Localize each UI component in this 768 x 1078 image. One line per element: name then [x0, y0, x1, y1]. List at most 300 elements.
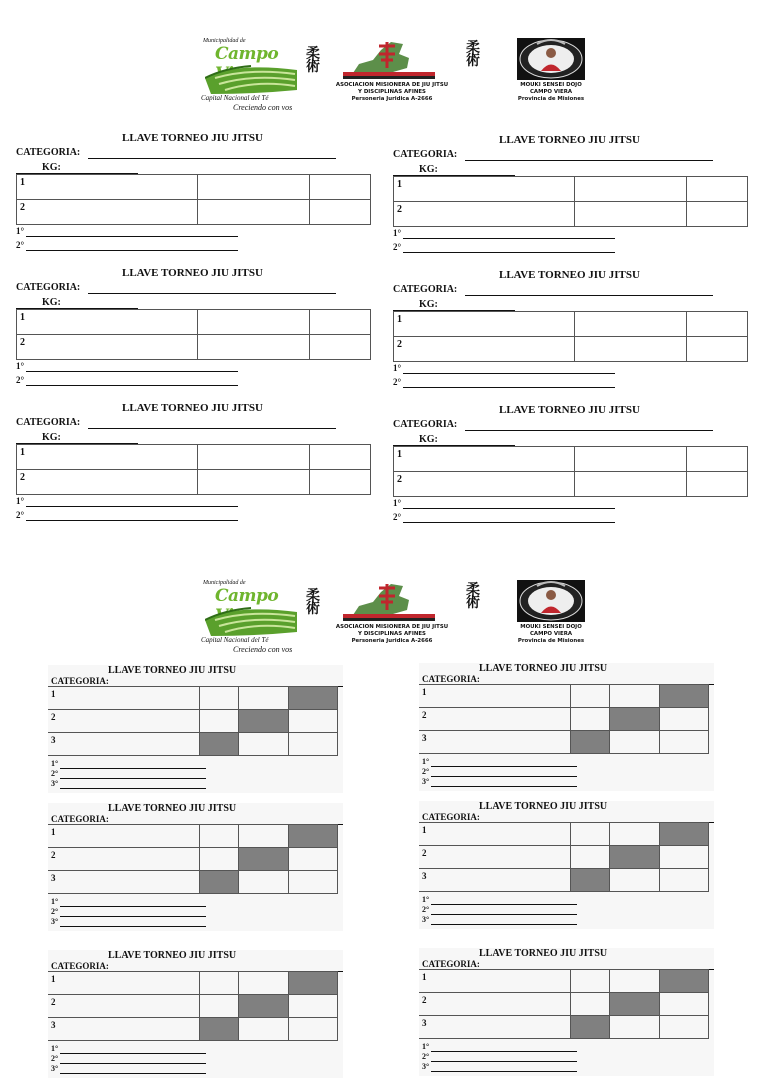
first-place-field[interactable] [431, 766, 577, 767]
table-row [17, 470, 371, 495]
shaded-cell[interactable] [200, 871, 239, 894]
category-label: CATEGORIA: [393, 149, 458, 160]
association-logo [329, 38, 455, 114]
fighter-name-cell[interactable] [419, 970, 571, 993]
table-row [394, 337, 748, 362]
bracket-form-3 [419, 663, 714, 791]
match-cell[interactable] [575, 447, 687, 472]
bracket-table [48, 971, 338, 1041]
fighter-name-cell[interactable] [394, 177, 575, 202]
dojo-emblem-icon [515, 38, 587, 80]
kg-label: KG: [42, 162, 61, 173]
fighter-name-cell[interactable] [48, 687, 200, 710]
third-place-label: 3° [422, 777, 430, 786]
association-name: ASOCIACION MISIONERA DE JIU JITSU [335, 82, 449, 88]
form-title: LLAVE TORNEO JIU JITSU [499, 269, 640, 281]
category-field[interactable] [88, 428, 336, 429]
shaded-cell[interactable] [200, 733, 239, 756]
misiones-map-icon [329, 580, 455, 622]
row-number: 1 [51, 827, 56, 837]
match-cell[interactable] [198, 310, 310, 335]
bracket-table [16, 444, 371, 495]
table-row [17, 175, 371, 200]
fighter-name-cell[interactable] [419, 731, 571, 754]
category-label: CATEGORIA: [422, 959, 480, 969]
bracket-table [48, 686, 338, 756]
second-place-label: 2° [393, 242, 402, 252]
fighter-name-cell[interactable] [419, 993, 571, 1016]
fighter-name-cell[interactable] [394, 202, 575, 227]
result-cell[interactable] [310, 310, 371, 335]
match-cell[interactable] [288, 733, 337, 756]
table-row [48, 995, 338, 1018]
first-place-field[interactable] [60, 1053, 206, 1054]
match-cell[interactable] [659, 846, 708, 869]
category-field[interactable] [88, 158, 336, 159]
dojo-town: CAMPO VIERA [529, 631, 573, 637]
result-cell[interactable] [310, 470, 371, 495]
row-number: 3 [51, 735, 56, 745]
bracket-form-3 [419, 948, 714, 1076]
shaded-cell[interactable] [571, 869, 610, 892]
first-place-label: 1° [393, 498, 402, 508]
result-cell[interactable] [310, 445, 371, 470]
row-number: 1 [397, 449, 402, 460]
second-place-field[interactable] [431, 776, 577, 777]
fighter-name-cell[interactable] [17, 310, 198, 335]
table-row [48, 848, 338, 871]
fighter-name-cell[interactable] [419, 708, 571, 731]
match-cell[interactable] [571, 708, 610, 731]
second-place-label: 2° [51, 769, 59, 778]
first-place-field[interactable] [60, 768, 206, 769]
second-place-label: 2° [16, 240, 25, 250]
second-place-field[interactable] [26, 250, 238, 251]
third-place-field[interactable] [431, 786, 577, 787]
shaded-cell[interactable] [239, 710, 288, 733]
third-place-field[interactable] [431, 1071, 577, 1072]
row-number: 2 [397, 204, 402, 215]
table-row [394, 312, 748, 337]
dojo-province: Provincia de Misiones [517, 96, 585, 102]
match-cell[interactable] [575, 312, 687, 337]
fighter-name-cell[interactable] [48, 972, 200, 995]
fighter-name-cell[interactable] [17, 470, 198, 495]
category-label: CATEGORIA: [16, 282, 81, 293]
jiu-jitsu-kanji-right: 柔 術 [466, 582, 480, 611]
result-cell[interactable] [687, 177, 748, 202]
match-cell[interactable] [198, 335, 310, 360]
shaded-cell[interactable] [659, 685, 708, 708]
bracket-table [393, 311, 748, 362]
table-row [17, 335, 371, 360]
second-place-field[interactable] [26, 520, 238, 521]
table-row [419, 1016, 709, 1039]
second-place-label: 2° [393, 512, 402, 522]
header-page-2 [0, 580, 768, 664]
capital-caption: Capital Nacional del Té [201, 636, 269, 644]
category-label: CATEGORIA: [51, 814, 109, 824]
table-row [394, 472, 748, 497]
first-place-label: 1° [393, 363, 402, 373]
fighter-name-cell[interactable] [48, 871, 200, 894]
bracket-table [16, 174, 371, 225]
slogan: Creciendo con vos [233, 645, 293, 654]
third-place-label: 3° [51, 779, 59, 788]
match-cell[interactable] [198, 200, 310, 225]
result-cell[interactable] [687, 472, 748, 497]
first-place-label: 1° [422, 895, 430, 904]
dojo-logo [511, 580, 591, 656]
dojo-province: Provincia de Misiones [517, 638, 585, 644]
table-row [419, 685, 709, 708]
match-cell[interactable] [288, 1018, 337, 1041]
row-number: 3 [51, 1020, 56, 1030]
fighter-name-cell[interactable] [419, 869, 571, 892]
dojo-town: CAMPO VIERA [529, 89, 573, 95]
second-place-field[interactable] [403, 387, 615, 388]
first-place-field[interactable] [431, 904, 577, 905]
row-number: 2 [422, 995, 427, 1005]
match-cell[interactable] [575, 202, 687, 227]
form-title: LLAVE TORNEO JIU JITSU [479, 663, 608, 674]
row-number: 2 [20, 337, 25, 348]
shaded-cell[interactable] [610, 708, 659, 731]
form-title: LLAVE TORNEO JIU JITSU [122, 132, 263, 144]
third-place-label: 3° [422, 1062, 430, 1071]
table-row [17, 445, 371, 470]
shaded-cell[interactable] [288, 687, 337, 710]
second-place-field[interactable] [26, 385, 238, 386]
fighter-name-cell[interactable] [394, 312, 575, 337]
match-cell[interactable] [571, 970, 610, 993]
page-header [195, 38, 595, 120]
first-place-field[interactable] [26, 506, 238, 507]
bracket-form-2 [16, 267, 372, 395]
match-cell[interactable] [610, 970, 659, 993]
match-cell[interactable] [239, 825, 288, 848]
first-place-field[interactable] [26, 371, 238, 372]
fighter-name-cell[interactable] [48, 733, 200, 756]
bracket-table [419, 684, 709, 754]
table-row [394, 202, 748, 227]
second-place-field[interactable] [60, 916, 206, 917]
second-place-label: 2° [16, 510, 25, 520]
association-legal: Personeria Juridica A-2666 [351, 638, 433, 644]
match-cell[interactable] [610, 1016, 659, 1039]
form-title: LLAVE TORNEO JIU JITSU [479, 801, 608, 812]
bracket-table [393, 176, 748, 227]
row-number: 2 [422, 848, 427, 858]
fighter-name-cell[interactable] [419, 685, 571, 708]
association-logo [329, 580, 455, 656]
match-cell[interactable] [200, 972, 239, 995]
header-page-1 [0, 38, 768, 122]
form-title: LLAVE TORNEO JIU JITSU [499, 404, 640, 416]
result-cell[interactable] [687, 337, 748, 362]
fighter-name-cell[interactable] [48, 995, 200, 1018]
bracket-form-2 [16, 132, 372, 260]
match-cell[interactable] [288, 871, 337, 894]
row-number: 1 [422, 972, 427, 982]
row-number: 2 [51, 997, 56, 1007]
table-row [419, 708, 709, 731]
jiu-jitsu-kanji-left: 柔 術 [306, 46, 320, 75]
row-number: 3 [422, 871, 427, 881]
match-cell[interactable] [571, 823, 610, 846]
second-place-field[interactable] [431, 914, 577, 915]
fighter-name-cell[interactable] [17, 335, 198, 360]
bracket-form-2 [393, 404, 749, 532]
match-cell[interactable] [659, 1016, 708, 1039]
table-row [48, 710, 338, 733]
match-cell[interactable] [571, 846, 610, 869]
match-cell[interactable] [198, 175, 310, 200]
fighter-name-cell[interactable] [48, 710, 200, 733]
municipality-label: Municipalidad de [203, 580, 246, 586]
first-place-label: 1° [393, 228, 402, 238]
bracket-form-3 [48, 803, 343, 931]
kg-label: KG: [42, 432, 61, 443]
fighter-name-cell[interactable] [394, 447, 575, 472]
form-title: LLAVE TORNEO JIU JITSU [108, 665, 237, 676]
form-title: LLAVE TORNEO JIU JITSU [122, 267, 263, 279]
first-place-label: 1° [51, 897, 59, 906]
match-cell[interactable] [200, 995, 239, 1018]
campo-viera-logo [195, 580, 305, 656]
jiu-jitsu-kanji-left: 柔 術 [306, 588, 320, 617]
kg-label: KG: [419, 164, 438, 175]
first-place-label: 1° [16, 496, 25, 506]
shaded-cell[interactable] [239, 995, 288, 1018]
table-row [17, 200, 371, 225]
row-number: 2 [422, 710, 427, 720]
second-place-field[interactable] [60, 1063, 206, 1064]
match-cell[interactable] [659, 708, 708, 731]
match-cell[interactable] [288, 848, 337, 871]
match-cell[interactable] [575, 337, 687, 362]
row-number: 1 [20, 177, 25, 188]
second-place-label: 2° [51, 1054, 59, 1063]
category-label: CATEGORIA: [16, 147, 81, 158]
fighter-name-cell[interactable] [419, 823, 571, 846]
row-number: 1 [20, 447, 25, 458]
match-cell[interactable] [610, 869, 659, 892]
table-row [394, 177, 748, 202]
match-cell[interactable] [610, 731, 659, 754]
fighter-name-cell[interactable] [419, 1016, 571, 1039]
match-cell[interactable] [239, 972, 288, 995]
match-cell[interactable] [571, 993, 610, 1016]
match-cell[interactable] [575, 472, 687, 497]
row-number: 3 [422, 1018, 427, 1028]
bracket-form-3 [48, 950, 343, 1078]
kg-label: KG: [419, 299, 438, 310]
bracket-form-2 [393, 134, 749, 262]
match-cell[interactable] [610, 685, 659, 708]
shaded-cell[interactable] [288, 825, 337, 848]
association-name: ASOCIACION MISIONERA DE JIU JITSU [335, 624, 449, 630]
form-title: LLAVE TORNEO JIU JITSU [479, 948, 608, 959]
result-cell[interactable] [310, 335, 371, 360]
row-number: 2 [397, 339, 402, 350]
match-cell[interactable] [239, 1018, 288, 1041]
match-cell[interactable] [571, 685, 610, 708]
jiu-jitsu-kanji-right: 柔 術 [466, 40, 480, 69]
row-number: 1 [20, 312, 25, 323]
table-row [419, 823, 709, 846]
first-place-field[interactable] [60, 906, 206, 907]
municipality-label: Municipalidad de [203, 38, 246, 44]
third-place-label: 3° [51, 1064, 59, 1073]
match-cell[interactable] [239, 733, 288, 756]
match-cell[interactable] [239, 687, 288, 710]
bracket-table [16, 309, 371, 360]
row-number: 3 [51, 873, 56, 883]
fighter-name-cell[interactable] [48, 1018, 200, 1041]
category-field[interactable] [465, 430, 713, 431]
row-number: 2 [51, 850, 56, 860]
kg-label: KG: [42, 297, 61, 308]
town-name: Campo [215, 44, 279, 64]
fighter-name-cell[interactable] [17, 175, 198, 200]
bracket-form-2 [393, 269, 749, 397]
category-label: CATEGORIA: [16, 417, 81, 428]
category-label: CATEGORIA: [393, 419, 458, 430]
result-cell[interactable] [687, 447, 748, 472]
match-cell[interactable] [659, 869, 708, 892]
table-row [48, 825, 338, 848]
table-row [48, 1018, 338, 1041]
first-place-field[interactable] [403, 508, 615, 509]
row-number: 2 [20, 472, 25, 483]
shaded-cell[interactable] [610, 846, 659, 869]
fighter-name-cell[interactable] [394, 472, 575, 497]
form-title: LLAVE TORNEO JIU JITSU [108, 803, 237, 814]
shaded-cell[interactable] [610, 993, 659, 1016]
dojo-name: MOUKI SENSEI DOJO [520, 82, 582, 88]
misiones-map-icon [329, 38, 455, 80]
table-row [48, 972, 338, 995]
dojo-logo [511, 38, 591, 114]
table-row [419, 846, 709, 869]
kg-label: KG: [419, 434, 438, 445]
match-cell[interactable] [200, 710, 239, 733]
row-number: 1 [422, 687, 427, 697]
capital-caption: Capital Nacional del Té [201, 94, 269, 102]
result-cell[interactable] [687, 312, 748, 337]
shaded-cell[interactable] [288, 972, 337, 995]
match-cell[interactable] [200, 848, 239, 871]
match-cell[interactable] [200, 825, 239, 848]
row-number: 2 [397, 474, 402, 485]
form-title: LLAVE TORNEO JIU JITSU [122, 402, 263, 414]
table-row [48, 733, 338, 756]
fighter-name-cell[interactable] [17, 200, 198, 225]
first-place-field[interactable] [26, 236, 238, 237]
table-row [419, 869, 709, 892]
match-cell[interactable] [288, 710, 337, 733]
category-label: CATEGORIA: [422, 812, 480, 822]
row-number: 1 [51, 689, 56, 699]
first-place-label: 1° [16, 226, 25, 236]
bracket-table [48, 824, 338, 894]
form-title: LLAVE TORNEO JIU JITSU [499, 134, 640, 146]
row-number: 3 [422, 733, 427, 743]
result-cell[interactable] [310, 200, 371, 225]
match-cell[interactable] [659, 993, 708, 1016]
association-subtitle: Y DISCIPLINAS AFINES [358, 89, 426, 95]
match-cell[interactable] [288, 995, 337, 1018]
fighter-name-cell[interactable] [48, 848, 200, 871]
category-field[interactable] [88, 293, 336, 294]
second-place-field[interactable] [431, 1061, 577, 1062]
association-legal: Personeria Juridica A-2666 [351, 96, 433, 102]
match-cell[interactable] [198, 445, 310, 470]
category-label: CATEGORIA: [51, 961, 109, 971]
row-number: 1 [397, 179, 402, 190]
table-row [419, 970, 709, 993]
table-row [394, 447, 748, 472]
category-field[interactable] [465, 295, 713, 296]
association-subtitle: Y DISCIPLINAS AFINES [358, 631, 426, 637]
category-label: CATEGORIA: [51, 676, 109, 686]
second-place-field[interactable] [403, 522, 615, 523]
match-cell[interactable] [198, 470, 310, 495]
form-title: LLAVE TORNEO JIU JITSU [108, 950, 237, 961]
shaded-cell[interactable] [571, 731, 610, 754]
category-label: CATEGORIA: [393, 284, 458, 295]
bracket-table [419, 822, 709, 892]
first-place-field[interactable] [403, 373, 615, 374]
fighter-name-cell[interactable] [419, 846, 571, 869]
dojo-emblem-icon [515, 580, 587, 622]
shaded-cell[interactable] [200, 1018, 239, 1041]
bracket-table [393, 446, 748, 497]
bracket-form-3 [48, 665, 343, 793]
fighter-name-cell[interactable] [17, 445, 198, 470]
third-place-label: 3° [51, 917, 59, 926]
third-place-field[interactable] [60, 1073, 206, 1074]
result-cell[interactable] [687, 202, 748, 227]
shaded-cell[interactable] [659, 823, 708, 846]
match-cell[interactable] [610, 823, 659, 846]
result-cell[interactable] [310, 175, 371, 200]
second-place-field[interactable] [403, 252, 615, 253]
match-cell[interactable] [659, 731, 708, 754]
category-field[interactable] [465, 160, 713, 161]
third-place-field[interactable] [60, 788, 206, 789]
fighter-name-cell[interactable] [48, 825, 200, 848]
shaded-cell[interactable] [659, 970, 708, 993]
match-cell[interactable] [239, 871, 288, 894]
first-place-label: 1° [51, 1044, 59, 1053]
second-place-field[interactable] [60, 778, 206, 779]
third-place-field[interactable] [431, 924, 577, 925]
fighter-name-cell[interactable] [394, 337, 575, 362]
shaded-cell[interactable] [239, 848, 288, 871]
match-cell[interactable] [575, 177, 687, 202]
match-cell[interactable] [200, 687, 239, 710]
third-place-field[interactable] [60, 926, 206, 927]
first-place-label: 1° [422, 757, 430, 766]
first-place-field[interactable] [431, 1051, 577, 1052]
third-place-label: 3° [422, 915, 430, 924]
category-label: CATEGORIA: [422, 674, 480, 684]
first-place-field[interactable] [403, 238, 615, 239]
shaded-cell[interactable] [571, 1016, 610, 1039]
bracket-table [419, 969, 709, 1039]
